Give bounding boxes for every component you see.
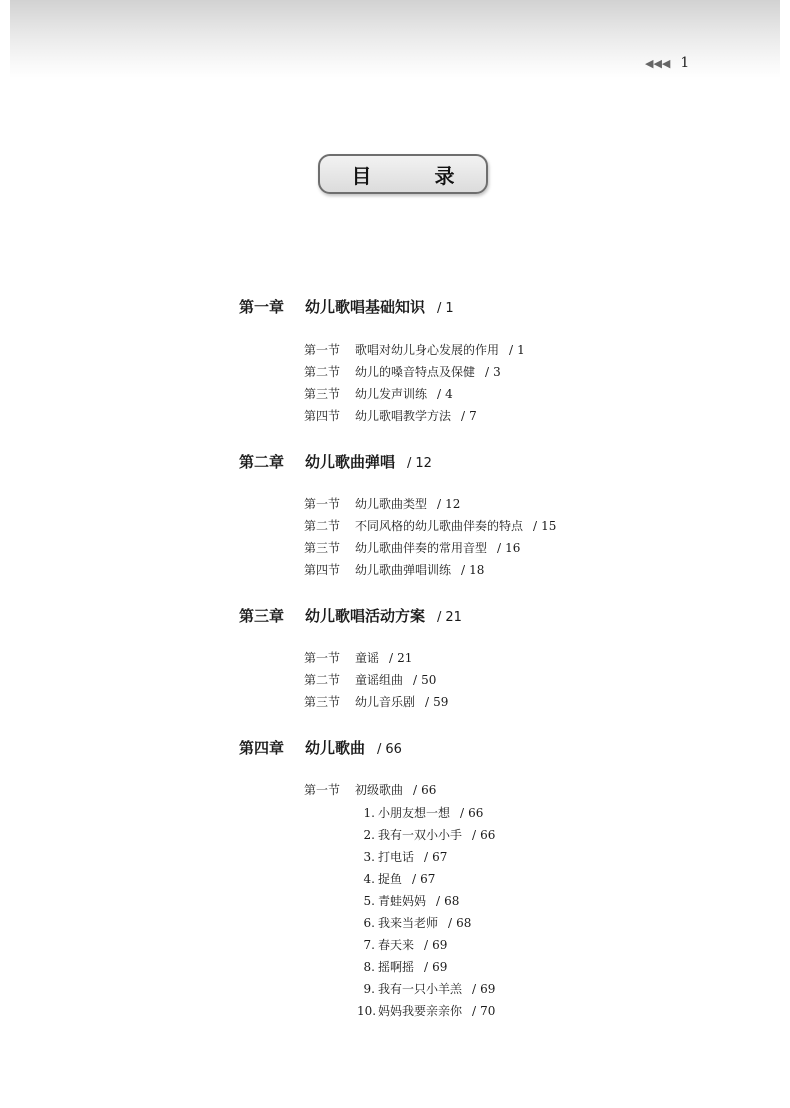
chapter-label: 第三章 (239, 607, 285, 625)
chapter-title: 幼儿歌曲 (305, 739, 366, 757)
section-page: / 3 (485, 365, 501, 379)
section-label: 第四节 (304, 563, 341, 577)
chapter-page: / 12 (407, 456, 432, 471)
song-number: 2. (363, 828, 375, 842)
section-entry (304, 495, 460, 512)
song-title: 小朋友想一想 (378, 806, 451, 820)
song-entry (357, 958, 447, 975)
section-entry (304, 539, 520, 556)
chapter-label: 第二章 (239, 453, 285, 471)
page-marker (645, 54, 689, 72)
song-title: 我有一双小小手 (378, 828, 463, 842)
song-number: 7. (363, 938, 375, 952)
song-entry (357, 892, 459, 909)
triangle-arrows-icon: ◀◀◀ (645, 56, 671, 70)
section-label: 第三节 (304, 387, 341, 401)
toc-title-box (318, 154, 488, 194)
section-title: 童谣 (355, 651, 380, 665)
section-page: / 59 (425, 695, 449, 709)
song-page: / 68 (436, 894, 460, 908)
song-entry (357, 1002, 495, 1019)
section-title: 幼儿歌曲弹唱训练 (355, 563, 452, 577)
toc-title: 目 录 (351, 163, 483, 188)
song-number: 1. (363, 806, 375, 820)
section-label: 第一节 (304, 651, 341, 665)
section-page: / 16 (497, 541, 521, 555)
song-title: 打电话 (378, 850, 415, 864)
song-entry (357, 914, 471, 931)
song-number: 4. (363, 872, 375, 886)
song-title: 青蛙妈妈 (378, 894, 427, 908)
section-page: / 15 (533, 519, 557, 533)
section-title: 初级歌曲 (355, 783, 404, 797)
chapter-title: 幼儿歌唱基础知识 (305, 298, 426, 316)
section-page: / 12 (437, 497, 461, 511)
section-page: / 18 (461, 563, 485, 577)
section-label: 第二节 (304, 673, 341, 687)
page-number: 1 (680, 55, 690, 71)
section-label: 第一节 (304, 783, 341, 797)
section-page: / 50 (413, 673, 437, 687)
section-label: 第二节 (304, 519, 341, 533)
song-entry (357, 936, 447, 953)
chapter-entry (239, 605, 462, 626)
section-page: / 66 (413, 783, 437, 797)
section-title: 童谣组曲 (355, 673, 404, 687)
song-number: 6. (363, 916, 375, 930)
song-entry (357, 826, 495, 843)
section-entry (304, 561, 484, 578)
section-label: 第一节 (304, 497, 341, 511)
section-page: / 21 (389, 651, 413, 665)
section-entry (304, 671, 436, 688)
song-page: / 66 (472, 828, 496, 842)
section-entry (304, 517, 556, 534)
section-entry (304, 407, 477, 424)
song-number: 3. (363, 850, 375, 864)
section-page: / 7 (461, 409, 477, 423)
section-entry (304, 385, 453, 402)
chapter-label: 第一章 (239, 298, 285, 316)
song-number: 9. (363, 982, 375, 996)
section-entry (304, 693, 448, 710)
song-title: 我来当老师 (378, 916, 439, 930)
section-page: / 4 (437, 387, 453, 401)
section-label: 第三节 (304, 541, 341, 555)
chapter-page: / 1 (437, 301, 454, 316)
song-entry (357, 870, 435, 887)
song-number: 5. (363, 894, 375, 908)
chapter-entry (239, 737, 402, 758)
section-label: 第二节 (304, 365, 341, 379)
song-title: 妈妈我要亲亲你 (378, 1004, 463, 1018)
song-page: / 69 (424, 960, 448, 974)
song-page: / 69 (472, 982, 496, 996)
song-title: 春天来 (378, 938, 415, 952)
song-entry (357, 980, 495, 997)
section-page: / 1 (509, 343, 525, 357)
section-title: 幼儿歌曲类型 (355, 497, 428, 511)
song-page: / 67 (412, 872, 436, 886)
chapter-page: / 66 (377, 742, 402, 757)
section-label: 第一节 (304, 343, 341, 357)
chapter-title: 幼儿歌曲弹唱 (305, 453, 396, 471)
section-title: 幼儿歌唱教学方法 (355, 409, 452, 423)
song-title: 捉鱼 (378, 872, 403, 886)
song-entry (357, 848, 447, 865)
song-page: / 67 (424, 850, 448, 864)
song-number: 8. (363, 960, 375, 974)
section-title: 歌唱对幼儿身心发展的作用 (355, 343, 500, 357)
section-entry (304, 781, 436, 798)
song-title: 我有一只小羊羔 (378, 982, 463, 996)
section-entry (304, 341, 525, 358)
section-entry (304, 649, 412, 666)
song-number: 10. (357, 1004, 377, 1018)
song-title: 摇啊摇 (378, 960, 415, 974)
section-title: 幼儿音乐剧 (355, 695, 416, 709)
section-title: 幼儿发声训练 (355, 387, 428, 401)
chapter-page: / 21 (437, 610, 462, 625)
section-title: 幼儿的嗓音特点及保健 (355, 365, 476, 379)
song-page: / 66 (460, 806, 484, 820)
section-title: 不同风格的幼儿歌曲伴奏的特点 (355, 519, 524, 533)
song-page: / 69 (424, 938, 448, 952)
section-title: 幼儿歌曲伴奏的常用音型 (355, 541, 488, 555)
song-page: / 68 (448, 916, 472, 930)
chapter-entry (239, 296, 454, 317)
song-entry (357, 804, 483, 821)
chapter-entry (239, 451, 432, 472)
chapter-title: 幼儿歌唱活动方案 (305, 607, 426, 625)
section-label: 第三节 (304, 695, 341, 709)
section-entry (304, 363, 501, 380)
song-page: / 70 (472, 1004, 496, 1018)
chapter-label: 第四章 (239, 739, 285, 757)
section-label: 第四节 (304, 409, 341, 423)
